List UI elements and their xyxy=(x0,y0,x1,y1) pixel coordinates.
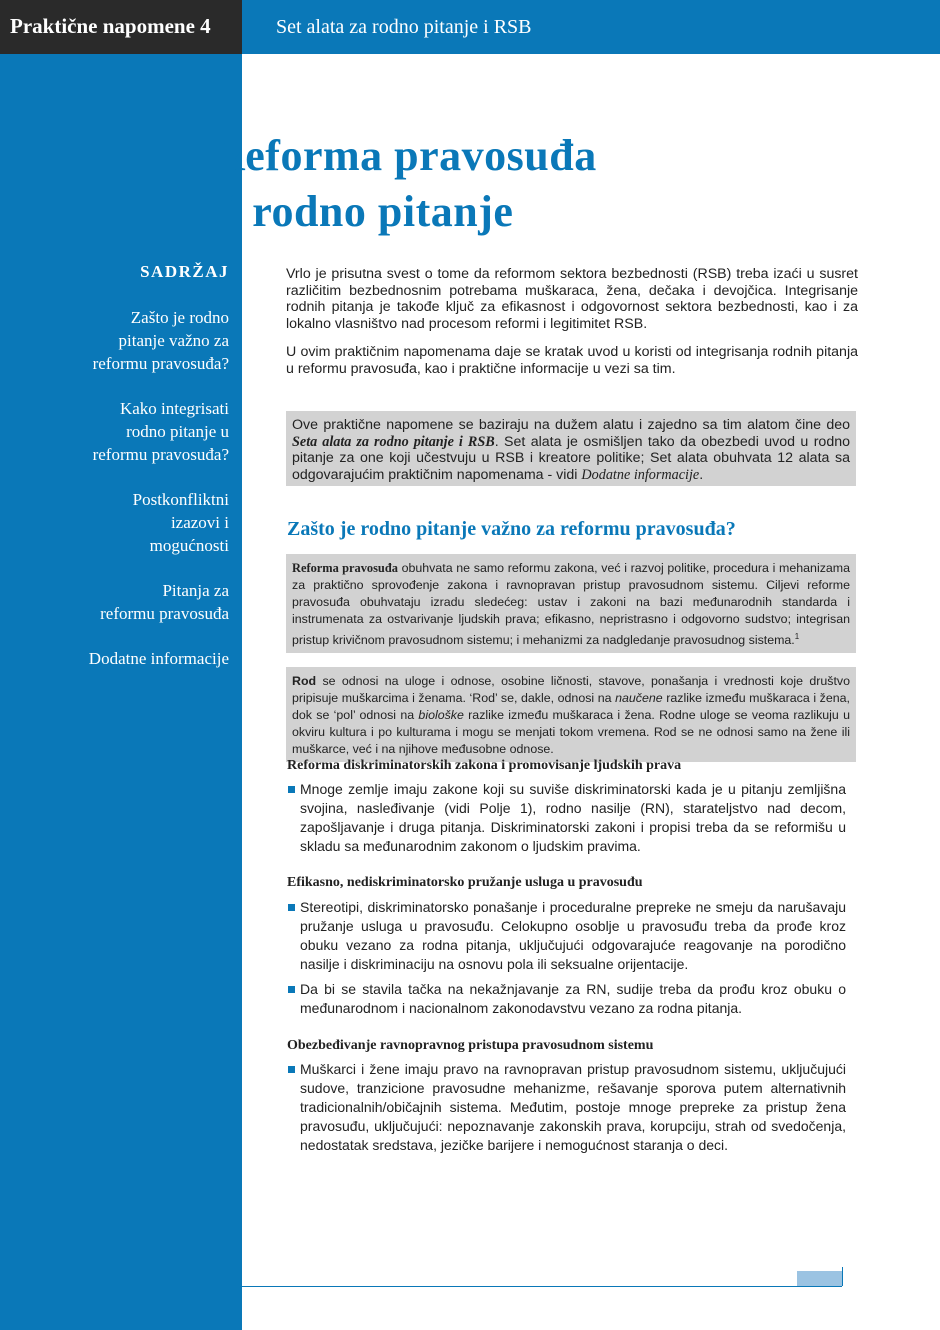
footer-rule xyxy=(242,1286,842,1287)
bullet-icon xyxy=(288,1066,295,1073)
toc-item-line: reformu pravosuđa? xyxy=(92,445,229,464)
toc-item-line: Pitanja za xyxy=(162,581,229,600)
intro-paragraph-2: U ovim praktičnim napomenama daje se kratak uvod u koristi od integrisanja rodnih pitanja u reformu pravosuđa, kao i praktične informacije u vezi sa tim. xyxy=(286,344,858,377)
subheading-service-delivery: Efikasno, nediskriminatorsko pružanje usluga u pravosuđu xyxy=(287,875,643,890)
bullet-icon xyxy=(288,786,295,793)
toc-item-why-gender[interactable] xyxy=(0,306,234,375)
toolkit-label: Set alata za rodno pitanje i RSB xyxy=(276,16,532,38)
list-item xyxy=(286,1060,846,1155)
definition-box-justice-reform xyxy=(286,554,856,653)
subheading-discriminatory-laws: Reforma diskriminatorskih zakona i promovisanje ljudskih prava xyxy=(287,758,682,773)
subheading-equal-access: Obezbeđivanje ravnopravnog pristupa pravosudnom sistemu xyxy=(287,1038,654,1053)
definition-term: Rod xyxy=(292,674,317,688)
toolkit-title-ref: Seta alata za rodno pitanje i RSB xyxy=(292,433,495,450)
definition-emphasis: biološke xyxy=(418,708,464,722)
definition-text: se odnosi na uloge i odnose, osobine ličnosti, stavove, ponašanja i vrednosti koje društvo pripisuje muškarcima i ženama. ‘Rod’ se, dakle, odnosi na xyxy=(292,674,850,705)
note-text-part: . Set alata je osmišljen tako da obezbedi uvod u rodno pitanje za one koji učestvuju u RSB i kreatore politike; Set alata obuhvata 12 alata sa odgovarajućim praktičnim napomenama - vidi xyxy=(292,433,850,483)
page-number-box xyxy=(797,1271,843,1286)
table-of-contents xyxy=(0,262,234,692)
toc-item-line: rodno pitanje u xyxy=(126,422,229,441)
toolkit-note-box xyxy=(286,411,856,486)
list-item xyxy=(286,898,846,974)
series-label: Praktične napomene 4 xyxy=(10,14,211,38)
sidebar xyxy=(0,54,242,1330)
toc-item-line: pitanje važno za xyxy=(118,331,229,350)
footnote-marker: 1 xyxy=(794,632,800,641)
toc-item-questions[interactable] xyxy=(0,579,234,625)
toc-item-line: reformu pravosuđa? xyxy=(92,354,229,373)
toc-item-line: Zašto je rodno xyxy=(130,308,229,327)
intro-section xyxy=(286,266,858,377)
definition-text: obuhvata ne samo reformu zakona, već i razvoj politike, procedura i mehanizama za praktično sprovođenje zakona i ravnopravan pristup pravosudnom sistemu. Ciljevi reforme pravosuđa obuhvataju izradu sledećeg: ustav i zakoni na bazi međunarodnih standarda i instrumenata za ostvarivanje ljudskih prava; efikasno, nepristrasno i odgovorno sudstvo; integrisan pristup krivičnom pravosudnom sistemu; i mehanizmi za nadgledanje pravosudnog sistema. xyxy=(292,561,850,648)
toc-item-line: Dodatne informacije xyxy=(88,649,229,668)
toc-item-post-conflict[interactable] xyxy=(0,488,234,557)
list-item-text: Mnoge zemlje imaju zakone koji su suviše diskriminatorski kada je u pitanju zemljišna svojina, nasleđivanje (vidi Polje 1), rodno nasilje (RN), starateljstvo nad decom, zapošljavanje i druga pitanja. Diskriminatorski zakoni i propisi treba da se reformišu u skladu sa međunarodnim zakonom o ljudskim pravima. xyxy=(300,781,846,854)
list-item-text: Muškarci i žene imaju pravo na ravnopravan pristup pravosudnom sistemu, uključujući sudove, tranzicione pravosudne mehanizme, rešavanje sporova putem alternativnih tradicionalnih/običajnih sistema. Međutim, postoje mnoge prepreke za pristup žena pravosuđu, uključujući: nepoznavanje zakonskih prava, korupciju, strah od svedočenja, nedostatak sredstava, jezičke barijere i nemogućnost staranja o deci. xyxy=(300,1061,846,1153)
toc-item-more-info[interactable] xyxy=(0,647,234,670)
list-item-text: Da bi se stavila tačka na nekažnjavanje za RN, sudije treba da prođu kroz obuku o međunarodnom i nacionalnom zakonodavstvu vezano za rodna pitanja. xyxy=(300,981,846,1016)
toc-heading: SADRŽAJ xyxy=(140,262,229,281)
header-series-label xyxy=(0,0,242,54)
header-toolkit-label xyxy=(242,0,940,54)
definition-emphasis: naučene xyxy=(615,691,663,705)
section-heading-why: Zašto je rodno pitanje važno za reformu pravosuđa? xyxy=(287,518,736,540)
toc-item-line: izazovi i xyxy=(170,513,229,532)
definition-text: razlike između muškaraca i žena, dok se ‘pol’ odnosi na xyxy=(292,691,850,722)
title-line-1: Reforma pravosuđa xyxy=(213,131,597,180)
list-item xyxy=(286,980,846,1018)
toc-item-line: reformu pravosuđa xyxy=(100,604,229,623)
title-line-2: i rodno pitanje xyxy=(228,187,514,236)
note-text-part: Ove praktične napomene se baziraju na dužem alatu i zajedno sa tim alatom čine deo xyxy=(292,417,850,433)
list-item-text: Stereotipi, diskriminatorsko ponašanje i proceduralne prepreke ne smeju da narušavaju pružanje usluga u pravosuđu. Celokupno osoblje u pravosuđu treba da prođe kroz obuku vezano za rodna pitanja, uključujući odgovarajuće reagovanje na porodično nasilje i diskriminaciju na osnovu pola ili seksualne orijentacije. xyxy=(300,899,846,972)
note-text xyxy=(292,417,850,483)
toc-item-line: mogućnosti xyxy=(149,536,229,555)
bullet-icon xyxy=(288,986,295,993)
footer-tick xyxy=(842,1267,843,1286)
toc-item-line: Postkonfliktni xyxy=(132,490,229,509)
more-info-ref: Dodatne informacije xyxy=(581,466,700,483)
toc-item-how-integrate[interactable] xyxy=(0,397,234,466)
note-text-part: . xyxy=(699,466,704,483)
definition-box-gender xyxy=(286,667,856,762)
list-item xyxy=(286,780,846,856)
toc-item-line: Kako integrisati xyxy=(119,399,229,418)
intro-paragraph-1: Vrlo je prisutna svest o tome da reformom sektora bezbednosti (RSB) treba izaći u susret različitim bezbednosnim potrebama muškaraca, žena, dečaka i devojčica. Integrisanje rodnih pitanja je takođe ključ za efikasnost i odgovornost sektora bezbednosti, kao i za lokalno vlasništvo nad procesom reformi i legitimitet RSB. xyxy=(286,266,858,332)
page-title xyxy=(213,128,597,240)
definition-term: Reforma pravosuđa xyxy=(292,561,398,575)
definition-text: razlike između muškaraca i žena. Rodne uloge se veoma razlikuju u okviru kultura i po kulturama i mogu se menjati tokom vremena. Rod se ne odnosi samo na žene ili muškarce, već i na njihove međusobne odnose. xyxy=(292,708,850,756)
bullet-icon xyxy=(288,904,295,911)
